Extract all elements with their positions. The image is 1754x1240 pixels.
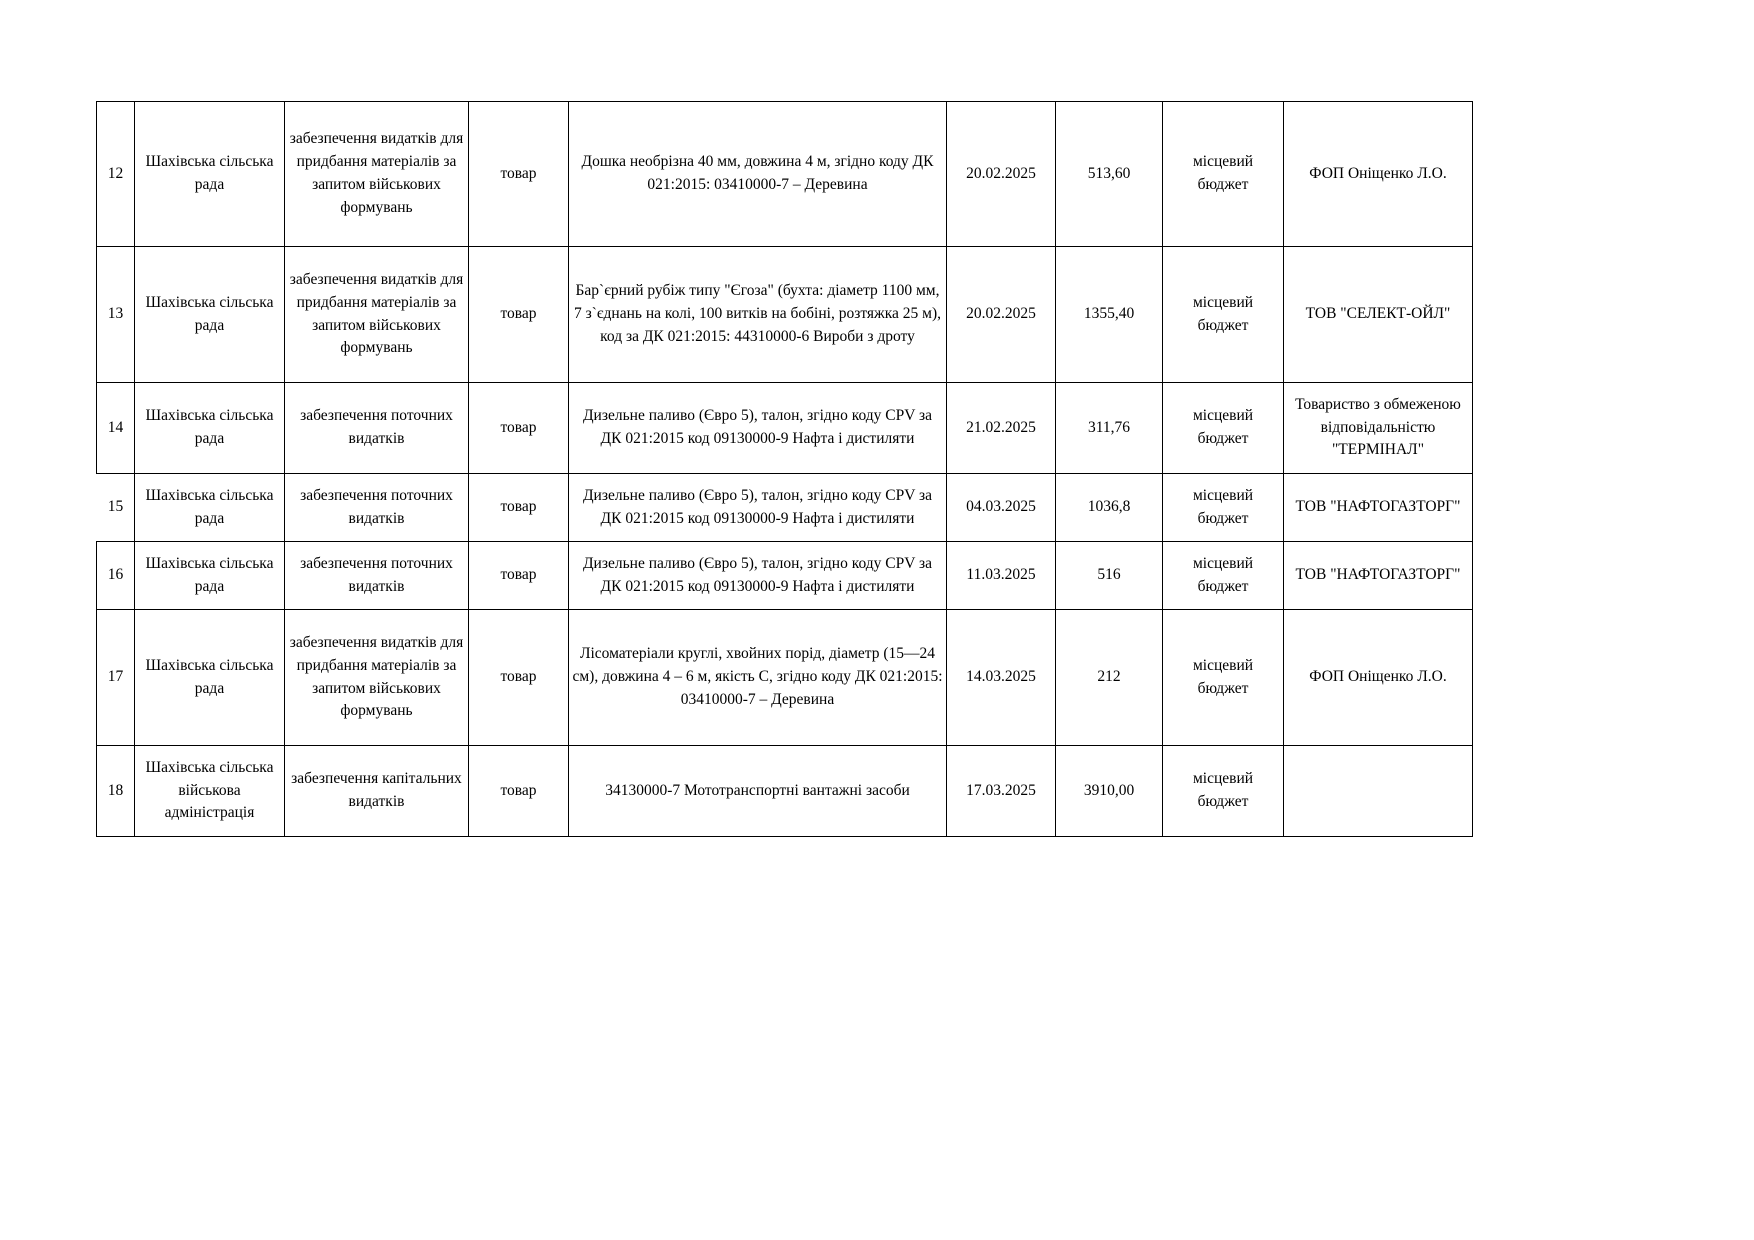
date-cell: 21.02.2025 xyxy=(947,383,1056,474)
kind-cell: товар xyxy=(469,102,569,247)
amount-cell: 1355,40 xyxy=(1056,247,1163,383)
funding-source-cell: місцевий бюджет xyxy=(1163,383,1284,474)
kind-cell: товар xyxy=(469,383,569,474)
funding-source-cell: місцевий бюджет xyxy=(1163,610,1284,746)
procurement-table xyxy=(96,101,1473,837)
date-cell: 20.02.2025 xyxy=(947,247,1056,383)
purpose-cell: забезпечення видатків для придбання матеріалів за запитом військових формувань xyxy=(285,247,469,383)
amount-cell: 513,60 xyxy=(1056,102,1163,247)
table-row xyxy=(97,102,1473,247)
amount-cell: 1036,8 xyxy=(1056,474,1163,542)
amount-cell: 3910,00 xyxy=(1056,746,1163,837)
customer-cell: Шахівська сільська рада xyxy=(135,474,285,542)
customer-cell: Шахівська сільська рада xyxy=(135,247,285,383)
kind-cell: товар xyxy=(469,542,569,610)
amount-cell: 516 xyxy=(1056,542,1163,610)
row-number: 15 xyxy=(97,474,135,542)
subject-cell: Дизельне паливо (Євро 5), талон, згідно коду CPV за ДК 021:2015 код 09130000-9 Нафта і дистиляти xyxy=(569,383,947,474)
funding-source-cell: місцевий бюджет xyxy=(1163,746,1284,837)
supplier-cell: ТОВ "СЕЛЕКТ-ОЙЛ" xyxy=(1284,247,1473,383)
supplier-cell: Товариство з обмеженою відповідальністю "ТЕРМІНАЛ" xyxy=(1284,383,1473,474)
date-cell: 04.03.2025 xyxy=(947,474,1056,542)
row-number: 17 xyxy=(97,610,135,746)
purpose-cell: забезпечення поточних видатків xyxy=(285,474,469,542)
amount-cell: 311,76 xyxy=(1056,383,1163,474)
row-number: 14 xyxy=(97,383,135,474)
kind-cell: товар xyxy=(469,610,569,746)
purpose-cell: забезпечення видатків для придбання матеріалів за запитом військових формувань xyxy=(285,102,469,247)
funding-source-cell: місцевий бюджет xyxy=(1163,542,1284,610)
date-cell: 20.02.2025 xyxy=(947,102,1056,247)
table-row xyxy=(97,474,1473,542)
table-row xyxy=(97,247,1473,383)
row-number: 12 xyxy=(97,102,135,247)
table-row xyxy=(97,746,1473,837)
funding-source-cell: місцевий бюджет xyxy=(1163,474,1284,542)
purpose-cell: забезпечення видатків для придбання матеріалів за запитом військових формувань xyxy=(285,610,469,746)
table-row xyxy=(97,610,1473,746)
customer-cell: Шахівська сільська рада xyxy=(135,383,285,474)
kind-cell: товар xyxy=(469,474,569,542)
purpose-cell: забезпечення капітальних видатків xyxy=(285,746,469,837)
supplier-cell: ТОВ "НАФТОГАЗТОРГ" xyxy=(1284,542,1473,610)
subject-cell: 34130000-7 Мототранспортні вантажні засоби xyxy=(569,746,947,837)
date-cell: 17.03.2025 xyxy=(947,746,1056,837)
supplier-cell: ФОП Оніщенко Л.О. xyxy=(1284,610,1473,746)
date-cell: 14.03.2025 xyxy=(947,610,1056,746)
amount-cell: 212 xyxy=(1056,610,1163,746)
customer-cell: Шахівська сільська рада xyxy=(135,610,285,746)
row-number: 18 xyxy=(97,746,135,837)
customer-cell: Шахівська сільська рада xyxy=(135,542,285,610)
subject-cell: Дошка необрізна 40 мм, довжина 4 м, згідно коду ДК 021:2015: 03410000-7 – Деревина xyxy=(569,102,947,247)
subject-cell: Дизельне паливо (Євро 5), талон, згідно коду CPV за ДК 021:2015 код 09130000-9 Нафта і дистиляти xyxy=(569,474,947,542)
kind-cell: товар xyxy=(469,247,569,383)
customer-cell: Шахівська сільська військова адміністрація xyxy=(135,746,285,837)
purpose-cell: забезпечення поточних видатків xyxy=(285,383,469,474)
purpose-cell: забезпечення поточних видатків xyxy=(285,542,469,610)
funding-source-cell: місцевий бюджет xyxy=(1163,247,1284,383)
table-row xyxy=(97,383,1473,474)
supplier-cell: ФОП Оніщенко Л.О. xyxy=(1284,102,1473,247)
supplier-cell xyxy=(1284,746,1473,837)
row-number: 16 xyxy=(97,542,135,610)
table-row xyxy=(97,542,1473,610)
subject-cell: Лісоматеріали круглі, хвойних порід, діаметр (15—24 см), довжина 4 – 6 м, якість С, згідно коду ДК 021:2015: 03410000-7 – Деревина xyxy=(569,610,947,746)
supplier-cell: ТОВ "НАФТОГАЗТОРГ" xyxy=(1284,474,1473,542)
row-number: 13 xyxy=(97,247,135,383)
funding-source-cell: місцевий бюджет xyxy=(1163,102,1284,247)
subject-cell: Дизельне паливо (Євро 5), талон, згідно коду CPV за ДК 021:2015 код 09130000-9 Нафта і дистиляти xyxy=(569,542,947,610)
date-cell: 11.03.2025 xyxy=(947,542,1056,610)
customer-cell: Шахівська сільська рада xyxy=(135,102,285,247)
kind-cell: товар xyxy=(469,746,569,837)
subject-cell: Бар`єрний рубіж типу "Єгоза" (бухта: діаметр 1100 мм, 7 з`єднань на колі, 100 витків на бобіні, розтяжка 25 м), код за ДК 021:2015: 44310000-6 Вироби з дроту xyxy=(569,247,947,383)
